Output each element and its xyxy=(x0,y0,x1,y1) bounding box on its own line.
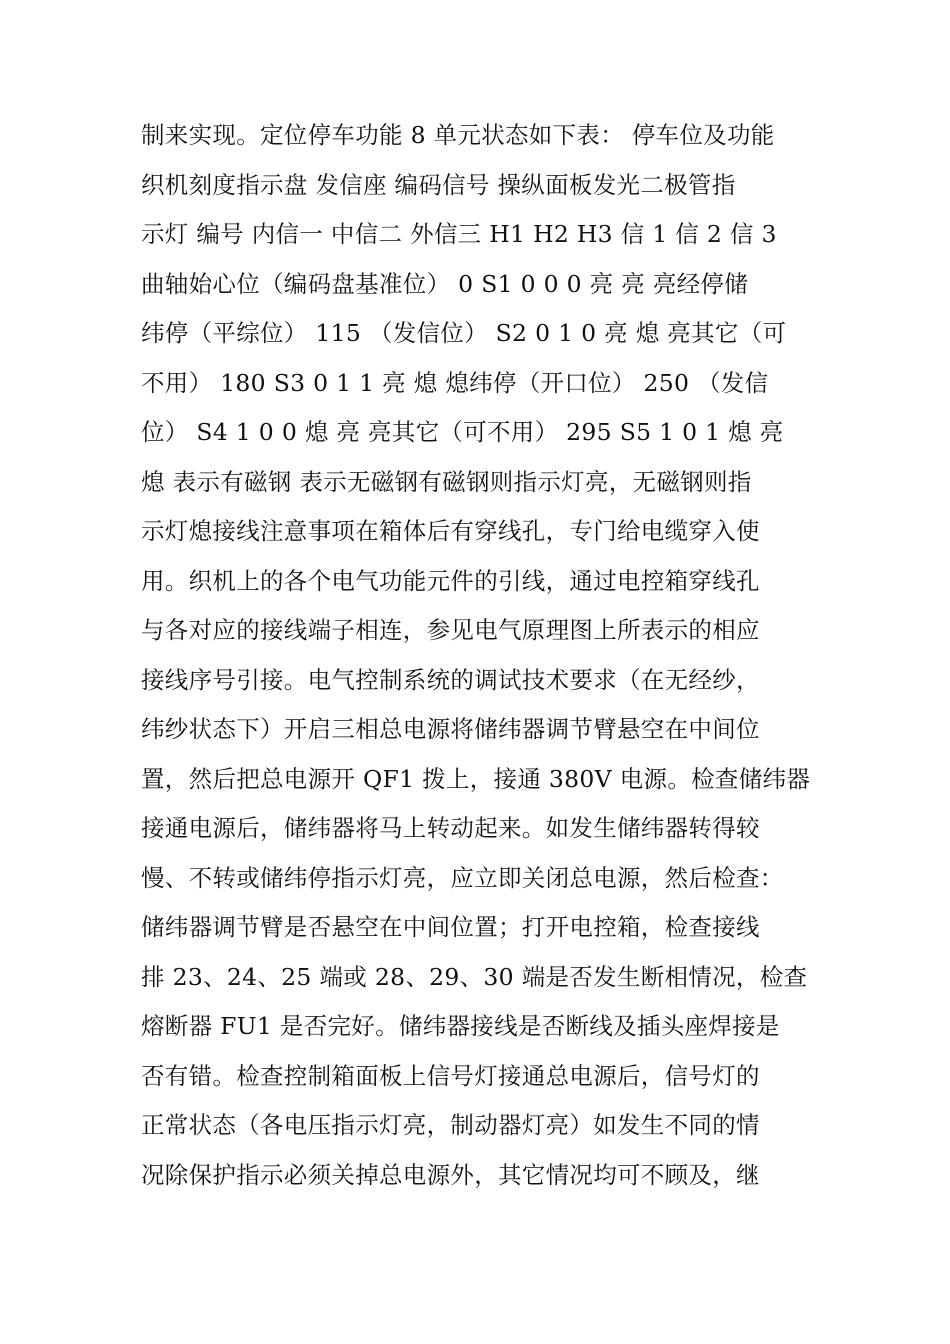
text-line: 储纬器调节臂是否悬空在中间位置；打开电控箱，检查接线 xyxy=(141,913,760,941)
text-line: 接线序号引接。电气控制系统的调试技术要求（在无经纱， xyxy=(141,665,760,694)
text-line: 熔断器 FU1 是否完好。储纬器接线是否断线及插头座焊接是 xyxy=(141,1012,780,1040)
text-line: 织机刻度指示盘 发信座 编码信号 操纵面板发光二极管指 xyxy=(141,170,736,199)
text-line: 纬停（平综位） 115 （发信位） S2 0 1 0 亮 熄 亮其它（可 xyxy=(141,319,787,347)
text-line: 慢、不转或储纬停指示灯亮，应立即关闭总电源，然后检查： xyxy=(141,863,784,892)
body-text xyxy=(141,111,816,1200)
text-line: 纬纱状态下）开启三相总电源将储纬器调节臂悬空在中间位 xyxy=(141,715,760,743)
text-line: 况除保护指示必须关掉总电源外，其它情况均可不顾及，继 xyxy=(141,1160,760,1189)
text-line: 曲轴始心位（编码盘基准位） 0 S1 0 0 0 亮 亮 亮经停储 xyxy=(141,269,749,298)
text-line: 示灯 编号 内信一 中信二 外信三 H1 H2 H3 信 1 信 2 信 3 xyxy=(141,220,777,248)
text-line: 正常状态（各电压指示灯亮，制动器灯亮）如发生不同的情 xyxy=(141,1111,760,1139)
text-line: 置，然后把总电源开 QF1 拨上，接通 380V 电源。检查储纬器 xyxy=(141,764,811,793)
text-line: 制来实现。定位停车功能 8 单元状态如下表： 停车位及功能 xyxy=(141,121,775,149)
text-line: 用。织机上的各个电气功能元件的引线，通过电控箱穿线孔 xyxy=(141,566,760,595)
text-line: 示灯熄接线注意事项在箱体后有穿线孔，专门给电缆穿入使 xyxy=(141,517,760,545)
text-line: 不用） 180 S3 0 1 1 亮 熄 熄纬停（开口位） 250 （发信 xyxy=(141,368,769,397)
text-line: 与各对应的接线端子相连，参见电气原理图上所表示的相应 xyxy=(141,616,760,644)
text-line: 位） S4 1 0 0 熄 亮 亮其它（可不用） 295 S5 1 0 1 熄 亮 xyxy=(141,418,784,446)
text-line: 接通电源后，储纬器将马上转动起来。如发生储纬器转得较 xyxy=(141,814,760,842)
text-line: 否有错。检查控制箱面板上信号灯接通总电源后，信号灯的 xyxy=(141,1061,760,1090)
text-line: 熄 表示有磁钢 表示无磁钢有磁钢则指示灯亮，无磁钢则指 xyxy=(141,467,752,496)
text-line: 排 23、24、25 端或 28、29、30 端是否发生断相情况，检查 xyxy=(141,962,808,991)
